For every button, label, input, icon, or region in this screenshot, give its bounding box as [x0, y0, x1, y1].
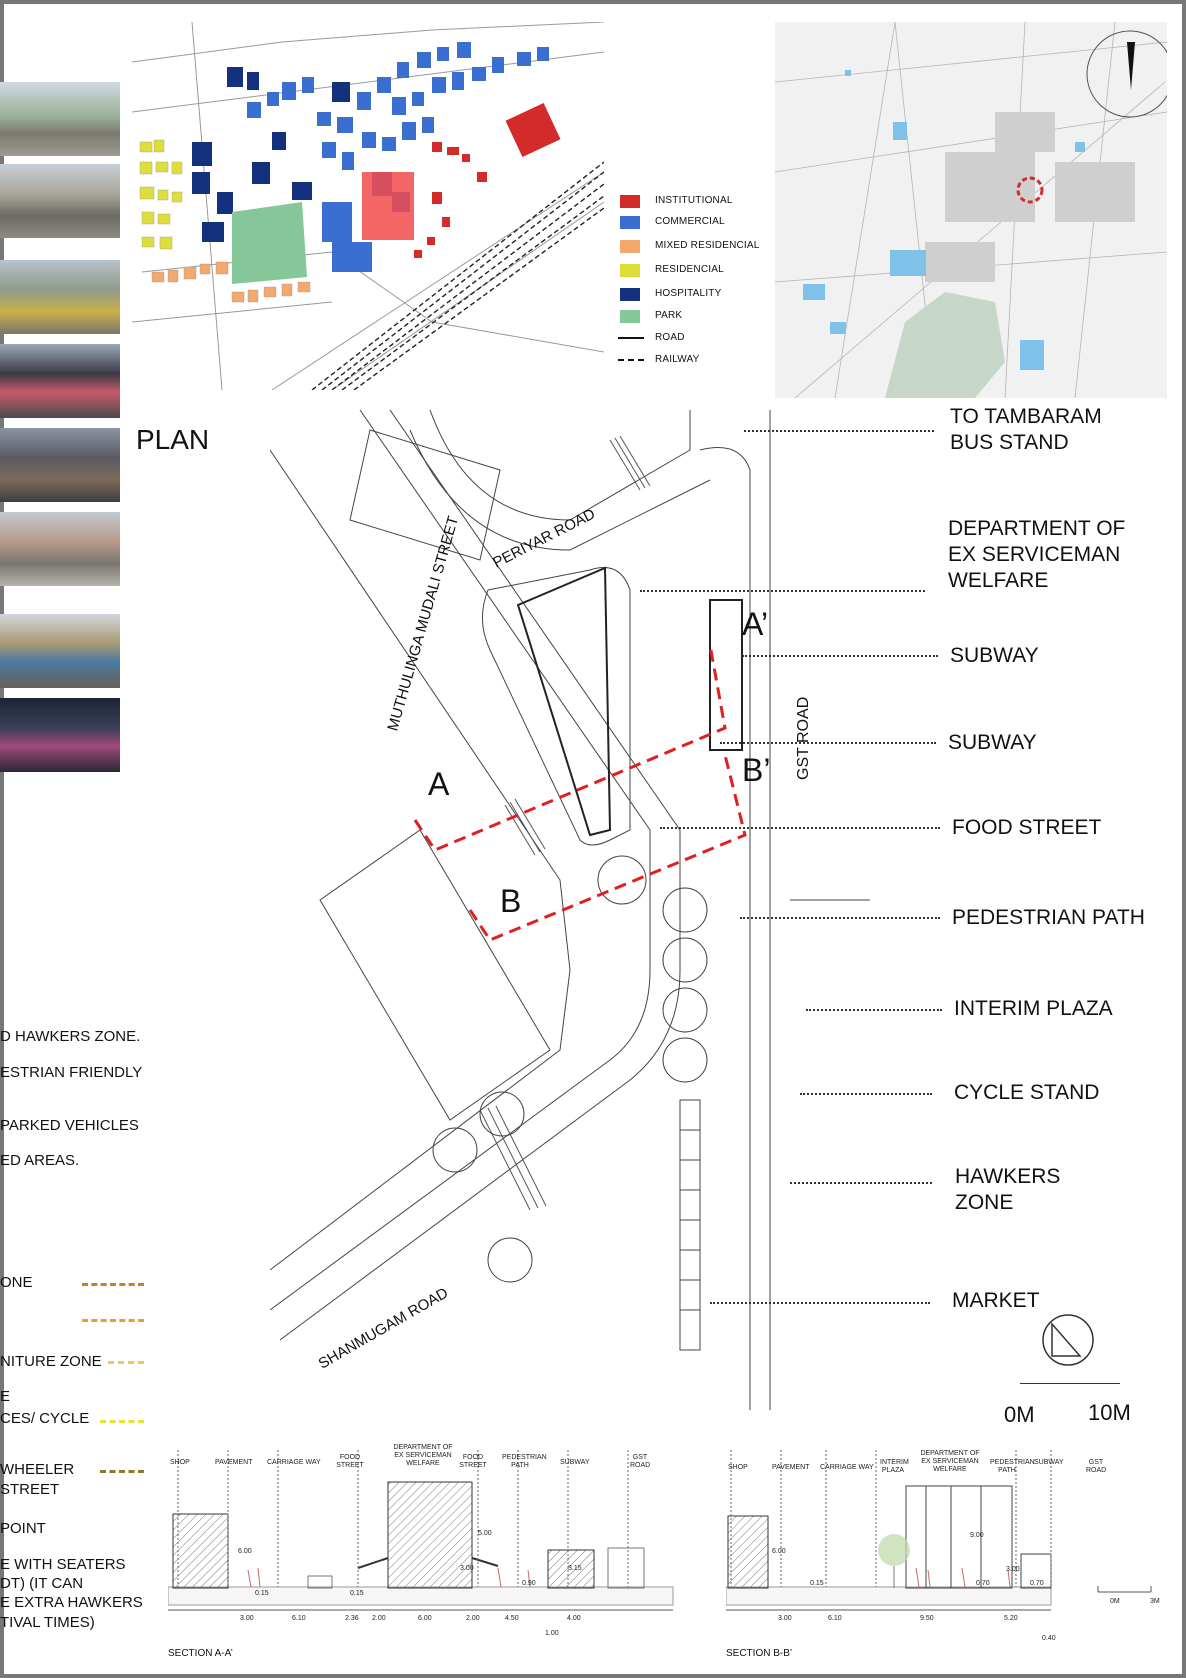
- design-note: ESTRIAN FRIENDLY: [0, 1064, 143, 1081]
- legend-label: RAILWAY: [655, 354, 700, 365]
- site-photo: [0, 260, 120, 334]
- section-caption: SECTION A-A’: [168, 1648, 233, 1659]
- key-label: POINT: [0, 1520, 46, 1537]
- site-photo: [0, 428, 120, 502]
- road-label-muthulinga: MUTHULINGA MUDALI STREET: [384, 514, 463, 733]
- plan-title: PLAN: [136, 424, 210, 455]
- section-label: SHOP: [170, 1459, 190, 1466]
- section-label: PEDESTRIAN PATH: [502, 1454, 547, 1469]
- section-mark-b-prime: B’: [742, 752, 771, 788]
- legend-label: ROAD: [655, 332, 685, 343]
- section-label: SUBWAY: [1034, 1459, 1064, 1466]
- section-dim: 1.00: [545, 1630, 559, 1637]
- site-plan-drawing: [270, 410, 870, 1410]
- section-dim: 4.00: [567, 1615, 581, 1622]
- section-label: PAVEMENT: [215, 1459, 253, 1466]
- site-photo: [0, 344, 120, 418]
- section-label: PAVEMENT: [772, 1464, 810, 1471]
- section-label: CARRIAGE WAY: [820, 1464, 874, 1471]
- section-label: FOOD STREET: [336, 1454, 364, 1469]
- section-height: 5.00: [478, 1530, 492, 1537]
- section-label: DEPARTMENT OF EX SERVICEMAN WELFARE: [393, 1444, 453, 1467]
- section-aa-drawing: [168, 1450, 678, 1620]
- section-dim: 0.40: [1042, 1635, 1056, 1642]
- key-dash: [100, 1420, 144, 1423]
- section-height: 0.15: [350, 1590, 364, 1597]
- section-dim: 6.00: [418, 1615, 432, 1622]
- section-label: FOOD STREET: [459, 1454, 487, 1469]
- railway-line-symbol: [618, 359, 644, 361]
- section-label: GST ROAD: [1086, 1459, 1107, 1474]
- callout-market: MARKET: [952, 1289, 1040, 1312]
- site-photo: [0, 82, 120, 156]
- design-note: ED AREAS.: [0, 1152, 80, 1169]
- section-label: PEDESTRIAN PATH: [990, 1459, 1035, 1474]
- section-height: 0.15: [255, 1590, 269, 1597]
- scale-end: 10M: [1088, 1400, 1131, 1425]
- context-map: [775, 22, 1167, 398]
- road-line-symbol: [618, 337, 644, 339]
- road-label-gst: GST ROAD: [795, 696, 812, 780]
- legend-swatch: [620, 216, 640, 229]
- section-dim: 2.00: [466, 1615, 480, 1622]
- road-label-shanmugam: SHANMUGAM ROAD: [315, 1284, 452, 1373]
- key-label: TIVAL TIMES): [0, 1614, 95, 1631]
- section-height: 3.15: [568, 1565, 582, 1572]
- callout-subway-2: SUBWAY: [948, 731, 1037, 754]
- leader-line: [744, 430, 934, 432]
- callout-hawkers-zone: HAWKERS ZONE: [955, 1165, 1061, 1214]
- section-dim: 4.50: [505, 1615, 519, 1622]
- legend-label: RESIDENCIAL: [655, 264, 724, 275]
- leader-line: [806, 1009, 942, 1011]
- section-mark-b: B: [500, 883, 522, 919]
- legend-swatch: [620, 310, 640, 323]
- leader-line: [660, 827, 940, 829]
- site-photo: [0, 698, 120, 772]
- section-scale-end: 3M: [1150, 1598, 1160, 1605]
- callout-interim-plaza: INTERIM PLAZA: [954, 997, 1113, 1020]
- section-mark-a-prime: A’: [742, 606, 769, 642]
- leader-line: [790, 1182, 932, 1184]
- section-label: GST ROAD: [630, 1454, 651, 1469]
- key-label: CES/ CYCLE: [0, 1410, 90, 1427]
- section-mark-a: A: [428, 766, 450, 802]
- key-dash: [82, 1319, 144, 1322]
- section-height: 0.70: [1030, 1580, 1044, 1587]
- callout-bus-stand: TO TAMBARAM BUS STAND: [950, 405, 1102, 454]
- leader-line: [740, 917, 940, 919]
- scale-start: 0M: [1004, 1402, 1035, 1427]
- legend-swatch: [620, 288, 640, 301]
- key-label: E: [0, 1388, 11, 1405]
- section-height: 3.00: [460, 1565, 474, 1572]
- section-caption: SECTION B-B’: [726, 1648, 793, 1659]
- land-use-map: [132, 22, 604, 390]
- section-bb-drawing: [726, 1450, 1156, 1620]
- leader-line: [720, 742, 936, 744]
- section-dim: 5.20: [1004, 1615, 1018, 1622]
- key-dash: [100, 1470, 144, 1473]
- design-note: PARKED VEHICLES: [0, 1117, 139, 1134]
- leader-line: [710, 1302, 930, 1304]
- callout-subway-1: SUBWAY: [950, 644, 1039, 667]
- section-label: SHOP: [728, 1464, 748, 1471]
- leader-line: [800, 1093, 932, 1095]
- scale-bar: [1020, 1383, 1120, 1384]
- section-dim: 9.50: [920, 1615, 934, 1622]
- legend-label: MIXED RESIDENCIAL: [655, 240, 760, 251]
- legend-swatch: [620, 240, 640, 253]
- legend-label: INSTITUTIONAL: [655, 195, 733, 206]
- section-height: 0.70: [976, 1580, 990, 1587]
- section-height: 0.15: [810, 1580, 824, 1587]
- site-photo: [0, 614, 120, 688]
- legend-label: HOSPITALITY: [655, 288, 722, 299]
- leader-line: [640, 590, 925, 592]
- key-dash: [82, 1283, 144, 1286]
- key-label: NITURE ZONE: [0, 1353, 102, 1370]
- design-note: D HAWKERS ZONE.: [0, 1028, 141, 1045]
- key-label: ONE: [0, 1274, 33, 1291]
- north-arrow-icon: [1040, 1312, 1096, 1368]
- key-label: E WITH SEATERS: [0, 1556, 126, 1573]
- section-height: 6.00: [238, 1548, 252, 1555]
- section-dim: 3.00: [240, 1615, 254, 1622]
- section-height: 6.00: [772, 1548, 786, 1555]
- callout-cycle-stand: CYCLE STAND: [954, 1081, 1100, 1104]
- section-dim: 3.00: [778, 1615, 792, 1622]
- section-label: CARRIAGE WAY: [267, 1459, 321, 1466]
- section-height: 0.90: [522, 1580, 536, 1587]
- section-dim: 2.36: [345, 1615, 359, 1622]
- legend-swatch: [620, 195, 640, 208]
- site-photo: [0, 164, 120, 238]
- key-label: STREET: [0, 1481, 60, 1498]
- section-label: DEPARTMENT OF EX SERVICEMAN WELFARE: [920, 1450, 980, 1473]
- key-label: E EXTRA HAWKERS: [0, 1594, 143, 1611]
- legend-swatch: [620, 264, 640, 277]
- key-label: DT) (IT CAN: [0, 1575, 84, 1592]
- section-label: INTERIM PLAZA: [880, 1459, 909, 1474]
- section-label: SUBWAY: [560, 1459, 590, 1466]
- legend-label: PARK: [655, 310, 683, 321]
- callout-food-street: FOOD STREET: [952, 816, 1102, 839]
- key-dash: [108, 1361, 144, 1364]
- section-height: 9.00: [970, 1532, 984, 1539]
- section-height: 3.00: [1006, 1566, 1020, 1573]
- callout-pedestrian-path: PEDESTRIAN PATH: [952, 906, 1145, 929]
- section-dim: 6.10: [292, 1615, 306, 1622]
- road-label-periyar: PERIYAR ROAD: [490, 505, 598, 572]
- site-photo: [0, 512, 120, 586]
- legend-label: COMMERCIAL: [655, 216, 725, 227]
- section-dim: 6.10: [828, 1615, 842, 1622]
- section-dim: 2.00: [372, 1615, 386, 1622]
- key-label: WHEELER: [0, 1461, 75, 1478]
- leader-line: [742, 655, 938, 657]
- callout-ex-serviceman: DEPARTMENT OF EX SERVICEMAN WELFARE: [948, 517, 1126, 592]
- section-scale-start: 0M: [1110, 1598, 1120, 1605]
